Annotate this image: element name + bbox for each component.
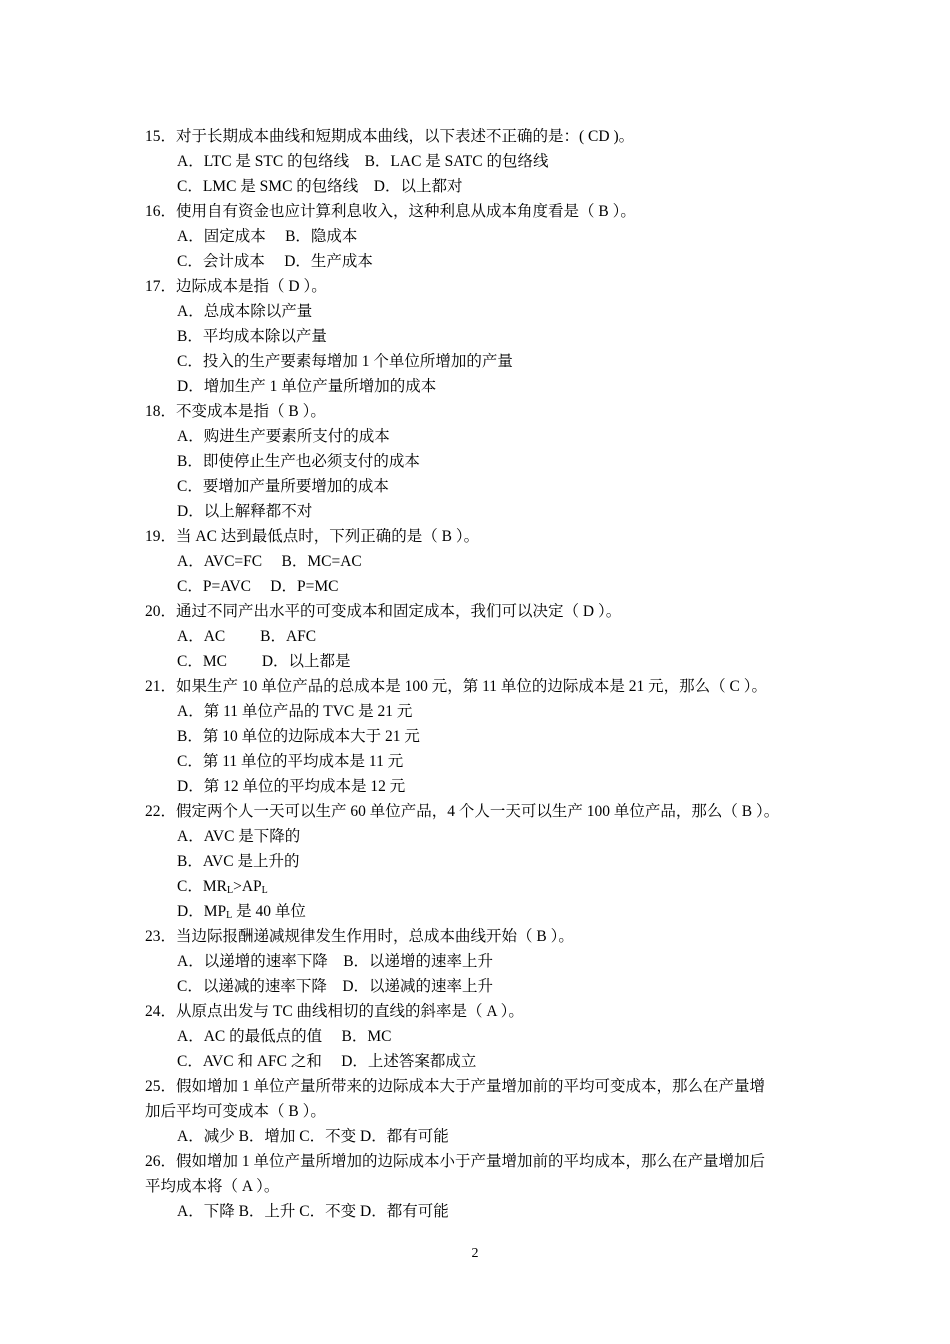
option-line: A．AC B．AFC	[177, 628, 317, 645]
option-line: C．AVC 和 AFC 之和 D．上述答案都成立	[177, 1053, 477, 1070]
option-line: C．投入的生产要素每增加 1 个单位所增加的产量	[177, 353, 513, 370]
question-line: 24．从原点出发与 TC 曲线相切的直线的斜率是（ A ）。	[145, 1003, 524, 1020]
option-line: B．第 10 单位的边际成本大于 21 元	[177, 728, 420, 745]
question-line: 15．对于长期成本曲线和短期成本曲线，以下表述不正确的是：( CD )。	[145, 128, 635, 145]
option-line: A．固定成本 B．隐成本	[177, 228, 358, 245]
option-line: A．第 11 单位产品的 TVC 是 21 元	[177, 703, 413, 720]
option-line: D．第 12 单位的平均成本是 12 元	[177, 778, 406, 795]
option-line: A．以递增的速率下降 B．以递增的速率上升	[177, 953, 494, 970]
option-line: A．AVC=FC B．MC=AC	[177, 553, 362, 570]
page-number: 2	[471, 1246, 479, 1261]
question-line: 16．使用自有资金也应计算利息收入，这种利息从成本角度看是（ B ）。	[145, 203, 636, 220]
option-line: A．下降 B．上升 C．不变 D．都有可能	[177, 1203, 449, 1220]
option-line: A．总成本除以产量	[177, 303, 313, 320]
question-line: 17．边际成本是指（ D ）。	[145, 278, 327, 295]
option-line: B．AVC 是上升的	[177, 853, 300, 870]
option-line: A．购进生产要素所支付的成本	[177, 428, 390, 445]
option-line: C．会计成本 D．生产成本	[177, 253, 373, 270]
text-segment: 是 40 单位	[232, 903, 306, 920]
option-line: A．减少 B．增加 C．不变 D．都有可能	[177, 1128, 449, 1145]
option-line: D．以上解释都不对	[177, 503, 313, 520]
option-line: C．第 11 单位的平均成本是 11 元	[177, 753, 404, 770]
question-line: 26．假如增加 1 单位产量所增加的边际成本小于产量增加前的平均成本，那么在产量增加后	[145, 1153, 766, 1170]
question-line: 22．假定两个人一天可以生产 60 单位产品，4 个人一天可以生产 100 单位产品，那么（ B ）。	[145, 803, 780, 820]
question-list	[145, 124, 815, 1224]
option-line: C．MC D．以上都是	[177, 653, 351, 670]
option-line: C．以递减的速率下降 D．以递减的速率上升	[177, 978, 494, 995]
text-segment: C．MR	[177, 878, 227, 895]
option-line	[145, 899, 815, 924]
subscript: L	[226, 910, 233, 921]
option-line: A．AVC 是下降的	[177, 828, 301, 845]
question-line: 19．当 AC 达到最低点时，下列正确的是（ B ）。	[145, 528, 480, 545]
option-line: D．增加生产 1 单位产量所增加的成本	[177, 378, 437, 395]
text-segment: D．MP	[177, 903, 227, 920]
option-line: C．LMC 是 SMC 的包络线 D．以上都对	[177, 178, 463, 195]
option-line: A．LTC 是 STC 的包络线 B．LAC 是 SATC 的包络线	[177, 153, 549, 170]
question-line: 20．通过不同产出水平的可变成本和固定成本，我们可以决定（ D ）。	[145, 603, 622, 620]
question-continuation: 加后平均可变成本（ B ）。	[145, 1103, 326, 1120]
option-line: B．平均成本除以产量	[177, 328, 327, 345]
question-line: 25．假如增加 1 单位产量所带来的边际成本大于产量增加前的平均可变成本，那么在产量增	[145, 1078, 766, 1095]
option-line	[145, 874, 815, 899]
question-line: 18．不变成本是指（ B ）。	[145, 403, 326, 420]
subscript: L	[226, 885, 234, 896]
question-continuation: 平均成本将（ A ）。	[145, 1178, 280, 1195]
option-line: C．要增加产量所要增加的成本	[177, 478, 389, 495]
question-line: 23．当边际报酬递减规律发生作用时，总成本曲线开始（ B ）。	[145, 928, 574, 945]
text-segment: >AP	[233, 878, 262, 895]
option-line: A．AC 的最低点的值 B．MC	[177, 1028, 392, 1045]
question-line: 21．如果生产 10 单位产品的总成本是 100 元，第 11 单位的边际成本是 21 元，那么（ C ）。	[145, 678, 768, 695]
option-line: C．P=AVC D．P=MC	[177, 578, 339, 595]
option-line: B．即使停止生产也必须支付的成本	[177, 453, 420, 470]
subscript: L	[261, 885, 268, 896]
